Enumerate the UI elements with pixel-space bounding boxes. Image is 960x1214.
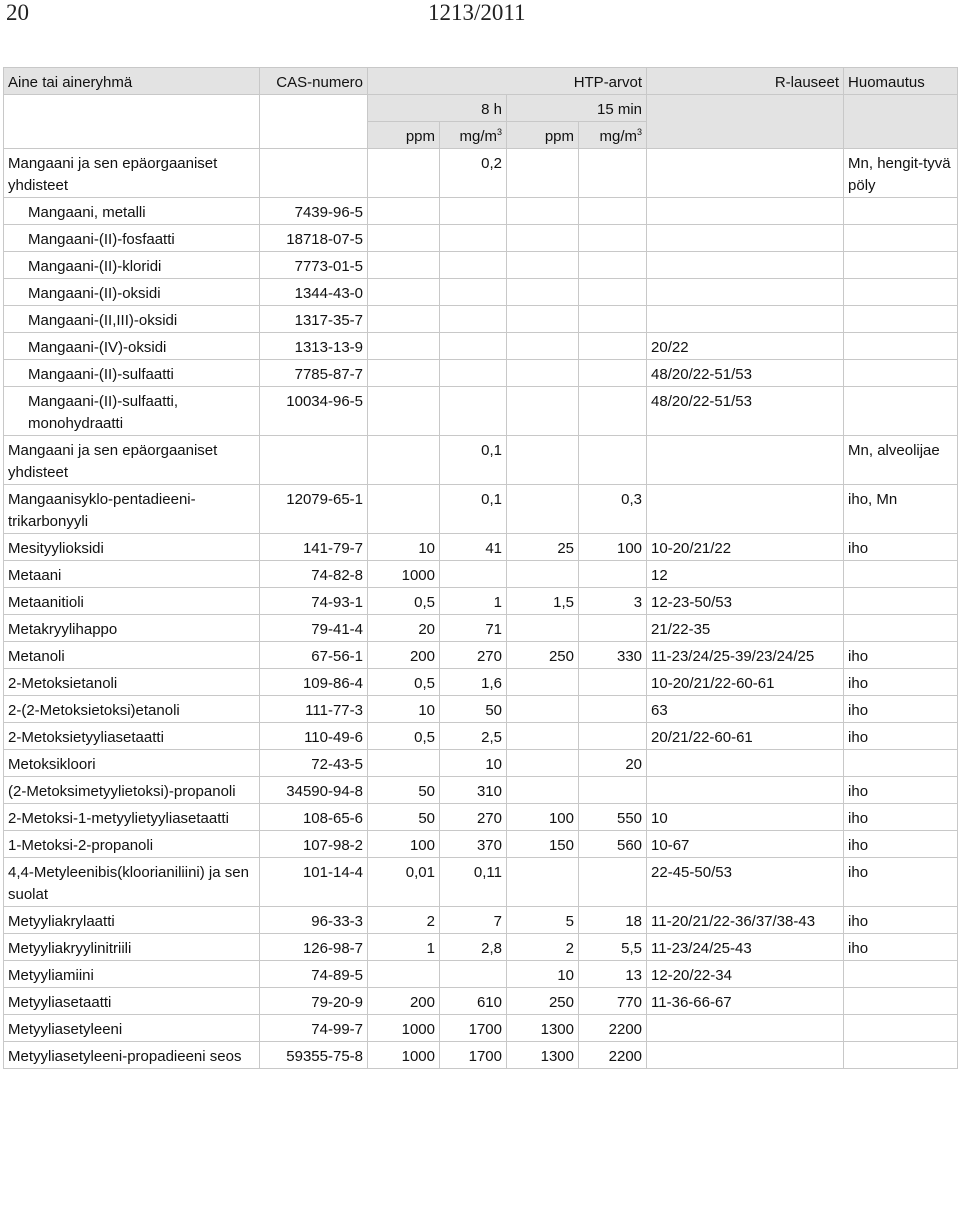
ppm-15min-cell: 1300 (507, 1015, 579, 1042)
cas-cell: 1317-35-7 (260, 306, 368, 333)
cas-cell: 12079-65-1 (260, 485, 368, 534)
ppm-8h-cell (368, 360, 440, 387)
r-phrase-cell: 11-36-66-67 (647, 988, 844, 1015)
ppm-15min-cell (507, 360, 579, 387)
mg-15min-cell: 20 (579, 750, 647, 777)
header-htp: HTP-arvot (368, 68, 647, 95)
remark-cell: Mn, hengit-tyvä pöly (844, 149, 958, 198)
ppm-15min-cell (507, 723, 579, 750)
remark-cell (844, 387, 958, 436)
substance-cell: Mangaani-(II)-oksidi (4, 279, 260, 306)
ppm-15min-cell (507, 561, 579, 588)
ppm-8h-cell: 10 (368, 696, 440, 723)
substance-cell: Mangaani-(II)-sulfaatti, monohydraatti (4, 387, 260, 436)
ppm-15min-cell (507, 225, 579, 252)
table-row (4, 225, 958, 252)
substance-cell: Metyyliasetyleeni-propadieeni seos (4, 1042, 260, 1069)
ppm-15min-cell (507, 750, 579, 777)
header-blank (4, 95, 260, 149)
mg-15min-cell (579, 696, 647, 723)
mg-15min-cell (579, 387, 647, 436)
cas-cell: 7439-96-5 (260, 198, 368, 225)
remark-cell (844, 360, 958, 387)
r-phrase-cell: 48/20/22-51/53 (647, 387, 844, 436)
cas-cell: 67-56-1 (260, 642, 368, 669)
mg-8h-cell: 0,1 (440, 436, 507, 485)
header-cas: CAS-numero (260, 68, 368, 95)
table-row (4, 696, 958, 723)
remark-cell (844, 1015, 958, 1042)
table-row (4, 1042, 958, 1069)
mg-8h-cell: 1,6 (440, 669, 507, 696)
substance-cell: 1-Metoksi-2-propanoli (4, 831, 260, 858)
mg-8h-cell: 370 (440, 831, 507, 858)
ppm-15min-cell: 25 (507, 534, 579, 561)
substance-cell: (2-Metoksimetyylietoksi)-propanoli (4, 777, 260, 804)
table-row (4, 615, 958, 642)
substance-cell: Metyyliakryylinitriili (4, 934, 260, 961)
ppm-8h-cell (368, 198, 440, 225)
r-phrase-cell: 21/22-35 (647, 615, 844, 642)
ppm-15min-cell (507, 149, 579, 198)
mg-8h-cell (440, 360, 507, 387)
r-phrase-cell: 22-45-50/53 (647, 858, 844, 907)
header-substance: Aine tai aineryhmä (4, 68, 260, 95)
ppm-15min-cell: 100 (507, 804, 579, 831)
mg-8h-cell (440, 252, 507, 279)
ppm-15min-cell (507, 485, 579, 534)
cas-cell: 108-65-6 (260, 804, 368, 831)
mg-15min-cell (579, 225, 647, 252)
ppm-15min-cell (507, 858, 579, 907)
mg-8h-cell: 1700 (440, 1042, 507, 1069)
ppm-8h-cell (368, 252, 440, 279)
mg-15min-cell (579, 252, 647, 279)
r-phrase-cell (647, 1015, 844, 1042)
r-phrase-cell: 12 (647, 561, 844, 588)
mg-8h-cell (440, 961, 507, 988)
substance-cell: Metakryylihappo (4, 615, 260, 642)
ppm-8h-cell (368, 485, 440, 534)
mg-15min-cell (579, 669, 647, 696)
r-phrase-cell: 20/22 (647, 333, 844, 360)
substance-cell: Metyyliamiini (4, 961, 260, 988)
mg-8h-cell: 1 (440, 588, 507, 615)
mg-8h-cell (440, 279, 507, 306)
mg-8h-cell: 270 (440, 642, 507, 669)
remark-cell (844, 988, 958, 1015)
mg-15min-cell (579, 198, 647, 225)
mg-15min-cell: 13 (579, 961, 647, 988)
mg-8h-cell: 2,5 (440, 723, 507, 750)
ppm-15min-cell: 1300 (507, 1042, 579, 1069)
mg-15min-cell (579, 777, 647, 804)
table-row (4, 988, 958, 1015)
r-phrase-cell (647, 225, 844, 252)
substance-cell: 2-Metoksi-1-metyylietyyliasetaatti (4, 804, 260, 831)
mg-15min-cell: 2200 (579, 1015, 647, 1042)
remark-cell (844, 333, 958, 360)
remark-cell (844, 750, 958, 777)
ppm-8h-cell (368, 961, 440, 988)
ppm-15min-cell: 1,5 (507, 588, 579, 615)
ppm-8h-cell: 0,5 (368, 669, 440, 696)
mg-15min-cell (579, 333, 647, 360)
ppm-15min-cell (507, 306, 579, 333)
cas-cell: 110-49-6 (260, 723, 368, 750)
r-phrase-cell (647, 485, 844, 534)
cas-cell: 1313-13-9 (260, 333, 368, 360)
ppm-15min-cell (507, 198, 579, 225)
substance-cell: Metyyliasetaatti (4, 988, 260, 1015)
ppm-15min-cell: 150 (507, 831, 579, 858)
substance-cell: Mangaani-(II)-fosfaatti (4, 225, 260, 252)
table-row (4, 306, 958, 333)
mg-15min-cell (579, 360, 647, 387)
table-row (4, 858, 958, 907)
table-row (4, 831, 958, 858)
ppm-15min-cell (507, 669, 579, 696)
cas-cell: 18718-07-5 (260, 225, 368, 252)
r-phrase-cell: 10-20/21/22 (647, 534, 844, 561)
header-ppm-15min: ppm (507, 122, 579, 149)
remark-cell: Mn, alveolijae (844, 436, 958, 485)
header-ppm-8h: ppm (368, 122, 440, 149)
cas-cell: 74-99-7 (260, 1015, 368, 1042)
remark-cell: iho (844, 777, 958, 804)
mg-15min-cell (579, 723, 647, 750)
htp-table (3, 67, 958, 1069)
mg-15min-cell (579, 306, 647, 333)
r-phrase-cell (647, 750, 844, 777)
ppm-8h-cell (368, 225, 440, 252)
ppm-8h-cell: 1000 (368, 561, 440, 588)
ppm-8h-cell: 0,01 (368, 858, 440, 907)
cas-cell: 126-98-7 (260, 934, 368, 961)
mg-15min-cell: 3 (579, 588, 647, 615)
r-phrase-cell: 11-23/24/25-39/23/24/25 (647, 642, 844, 669)
mg-8h-cell (440, 333, 507, 360)
remark-cell: iho (844, 934, 958, 961)
ppm-8h-cell (368, 279, 440, 306)
cas-cell: 79-41-4 (260, 615, 368, 642)
ppm-8h-cell: 10 (368, 534, 440, 561)
ppm-8h-cell: 50 (368, 804, 440, 831)
table-row (4, 485, 958, 534)
mg-8h-cell: 10 (440, 750, 507, 777)
ppm-15min-cell: 10 (507, 961, 579, 988)
cas-cell: 10034-96-5 (260, 387, 368, 436)
mg-15min-cell: 560 (579, 831, 647, 858)
substance-cell: Metyyliakrylaatti (4, 907, 260, 934)
substance-cell: Mangaanisyklo-pentadieeni-trikarbonyyli (4, 485, 260, 534)
remark-cell (844, 561, 958, 588)
table-row (4, 561, 958, 588)
mg-8h-cell: 270 (440, 804, 507, 831)
ppm-15min-cell (507, 615, 579, 642)
substance-cell: Mangaani-(II)-sulfaatti (4, 360, 260, 387)
cas-cell: 34590-94-8 (260, 777, 368, 804)
r-phrase-cell (647, 198, 844, 225)
substance-cell: Mangaani ja sen epäorgaaniset yhdisteet (4, 436, 260, 485)
mg-8h-cell: 41 (440, 534, 507, 561)
table-row (4, 777, 958, 804)
mg-15min-cell: 2200 (579, 1042, 647, 1069)
header-r-phrases: R-lauseet (647, 68, 844, 95)
ppm-8h-cell: 1 (368, 934, 440, 961)
remark-cell: iho (844, 669, 958, 696)
cas-cell: 72-43-5 (260, 750, 368, 777)
r-phrase-cell: 10 (647, 804, 844, 831)
table-row (4, 804, 958, 831)
r-phrase-cell: 11-20/21/22-36/37/38-43 (647, 907, 844, 934)
cas-cell: 79-20-9 (260, 988, 368, 1015)
mg-8h-cell (440, 198, 507, 225)
ppm-15min-cell (507, 777, 579, 804)
r-phrase-cell (647, 777, 844, 804)
cas-cell: 101-14-4 (260, 858, 368, 907)
r-phrase-cell: 12-20/22-34 (647, 961, 844, 988)
r-phrase-cell: 10-67 (647, 831, 844, 858)
remark-cell (844, 225, 958, 252)
remark-cell (844, 198, 958, 225)
remark-cell: iho (844, 804, 958, 831)
mg-15min-cell: 18 (579, 907, 647, 934)
ppm-8h-cell: 1000 (368, 1015, 440, 1042)
substance-cell: Mangaani ja sen epäorgaaniset yhdisteet (4, 149, 260, 198)
mg-8h-cell: 1700 (440, 1015, 507, 1042)
ppm-8h-cell: 0,5 (368, 723, 440, 750)
substance-cell: Metaanitioli (4, 588, 260, 615)
substance-cell: Metyyliasetyleeni (4, 1015, 260, 1042)
remark-cell: iho (844, 696, 958, 723)
table-row (4, 669, 958, 696)
mg-8h-cell (440, 561, 507, 588)
substance-cell: Metaani (4, 561, 260, 588)
remark-cell: iho, Mn (844, 485, 958, 534)
remark-cell: iho (844, 858, 958, 907)
remark-cell (844, 279, 958, 306)
page-reference: 1213/2011 (428, 0, 526, 25)
table-row (4, 198, 958, 225)
mg-8h-cell: 310 (440, 777, 507, 804)
ppm-8h-cell: 0,5 (368, 588, 440, 615)
ppm-8h-cell: 200 (368, 988, 440, 1015)
substance-cell: 2-(2-Metoksietoksi)etanoli (4, 696, 260, 723)
mg-15min-cell (579, 436, 647, 485)
mg-15min-cell (579, 858, 647, 907)
table-row (4, 934, 958, 961)
table-row (4, 149, 958, 198)
mg-15min-cell (579, 615, 647, 642)
ppm-15min-cell (507, 333, 579, 360)
remark-cell (844, 1042, 958, 1069)
mg-15min-cell (579, 279, 647, 306)
substance-cell: Mangaani-(II)-kloridi (4, 252, 260, 279)
mg-8h-cell (440, 306, 507, 333)
mg-8h-cell: 7 (440, 907, 507, 934)
ppm-8h-cell: 200 (368, 642, 440, 669)
ppm-15min-cell: 5 (507, 907, 579, 934)
ppm-15min-cell (507, 436, 579, 485)
remark-cell (844, 615, 958, 642)
header-mg-15min: $mg/m^3$ (579, 122, 647, 149)
table-row (4, 907, 958, 934)
ppm-8h-cell: 50 (368, 777, 440, 804)
ppm-15min-cell: 2 (507, 934, 579, 961)
r-phrase-cell (647, 1042, 844, 1069)
cas-cell: 96-33-3 (260, 907, 368, 934)
remark-cell: iho (844, 534, 958, 561)
mg-8h-cell: 2,8 (440, 934, 507, 961)
ppm-8h-cell: 20 (368, 615, 440, 642)
remark-cell: iho (844, 831, 958, 858)
substance-cell: Mangaani, metalli (4, 198, 260, 225)
header-row-1 (4, 68, 958, 95)
r-phrase-cell: 12-23-50/53 (647, 588, 844, 615)
table-row (4, 387, 958, 436)
ppm-15min-cell: 250 (507, 988, 579, 1015)
ppm-8h-cell: 100 (368, 831, 440, 858)
table-row (4, 252, 958, 279)
table-row (4, 360, 958, 387)
cas-cell: 111-77-3 (260, 696, 368, 723)
cas-cell: 141-79-7 (260, 534, 368, 561)
r-phrase-cell: 11-23/24/25-43 (647, 934, 844, 961)
mg-15min-cell (579, 149, 647, 198)
substance-cell: Mesityylioksidi (4, 534, 260, 561)
ppm-15min-cell (507, 252, 579, 279)
header-period-15min: 15 min (507, 95, 647, 122)
mg-8h-cell: 0,2 (440, 149, 507, 198)
r-phrase-cell (647, 279, 844, 306)
r-phrase-cell: 63 (647, 696, 844, 723)
mg-8h-cell: 0,1 (440, 485, 507, 534)
ppm-8h-cell: 2 (368, 907, 440, 934)
header-period-8h: 8 h (368, 95, 507, 122)
mg-8h-cell: 71 (440, 615, 507, 642)
table-row (4, 588, 958, 615)
substance-cell: Mangaani-(II,III)-oksidi (4, 306, 260, 333)
mg-15min-cell: 0,3 (579, 485, 647, 534)
table-row (4, 279, 958, 306)
remark-cell (844, 961, 958, 988)
cas-cell: 7785-87-7 (260, 360, 368, 387)
ppm-8h-cell (368, 149, 440, 198)
r-phrase-cell (647, 252, 844, 279)
page-header (0, 0, 960, 40)
mg-8h-cell (440, 225, 507, 252)
substance-cell: 2-Metoksietanoli (4, 669, 260, 696)
substance-cell: 2-Metoksietyyliasetaatti (4, 723, 260, 750)
ppm-15min-cell (507, 279, 579, 306)
mg-15min-cell: 550 (579, 804, 647, 831)
substance-cell: 4,4-Metyleenibis(kloorianiliini) ja sen suolat (4, 858, 260, 907)
ppm-8h-cell (368, 333, 440, 360)
remark-cell: iho (844, 642, 958, 669)
table-row (4, 534, 958, 561)
header-blank (260, 95, 368, 149)
cas-cell (260, 149, 368, 198)
mg-8h-cell: 0,11 (440, 858, 507, 907)
ppm-8h-cell (368, 436, 440, 485)
substance-cell: Metanoli (4, 642, 260, 669)
table-row (4, 961, 958, 988)
cas-cell: 74-93-1 (260, 588, 368, 615)
header-blank (647, 95, 844, 149)
r-phrase-cell: 20/21/22-60-61 (647, 723, 844, 750)
r-phrase-cell: 48/20/22-51/53 (647, 360, 844, 387)
ppm-8h-cell (368, 306, 440, 333)
cas-cell (260, 436, 368, 485)
mg-8h-cell (440, 387, 507, 436)
remark-cell: iho (844, 907, 958, 934)
substance-cell: Metoksikloori (4, 750, 260, 777)
cas-cell: 74-82-8 (260, 561, 368, 588)
mg-15min-cell (579, 561, 647, 588)
ppm-15min-cell: 250 (507, 642, 579, 669)
cas-cell: 59355-75-8 (260, 1042, 368, 1069)
r-phrase-cell: 10-20/21/22-60-61 (647, 669, 844, 696)
page-number: 20 (6, 0, 29, 25)
substance-cell: Mangaani-(IV)-oksidi (4, 333, 260, 360)
mg-8h-cell: 50 (440, 696, 507, 723)
cas-cell: 107-98-2 (260, 831, 368, 858)
remark-cell (844, 306, 958, 333)
mg-15min-cell: 5,5 (579, 934, 647, 961)
mg-8h-cell: 610 (440, 988, 507, 1015)
r-phrase-cell (647, 306, 844, 333)
table-row (4, 723, 958, 750)
table-row (4, 750, 958, 777)
cas-cell: 1344-43-0 (260, 279, 368, 306)
r-phrase-cell (647, 149, 844, 198)
ppm-8h-cell: 1000 (368, 1042, 440, 1069)
table-row (4, 436, 958, 485)
r-phrase-cell (647, 436, 844, 485)
cas-cell: 7773-01-5 (260, 252, 368, 279)
cas-cell: 109-86-4 (260, 669, 368, 696)
remark-cell (844, 252, 958, 279)
remark-cell: iho (844, 723, 958, 750)
table-row (4, 642, 958, 669)
header-row-2 (4, 95, 958, 122)
table-row (4, 1015, 958, 1042)
header-blank (844, 95, 958, 149)
ppm-8h-cell (368, 387, 440, 436)
header-remark: Huomautus (844, 68, 958, 95)
ppm-15min-cell (507, 696, 579, 723)
mg-15min-cell: 330 (579, 642, 647, 669)
cas-cell: 74-89-5 (260, 961, 368, 988)
mg-15min-cell: 770 (579, 988, 647, 1015)
remark-cell (844, 588, 958, 615)
mg-15min-cell: 100 (579, 534, 647, 561)
ppm-8h-cell (368, 750, 440, 777)
header-mg-8h: $mg/m^3$ (440, 122, 507, 149)
table-row (4, 333, 958, 360)
ppm-15min-cell (507, 387, 579, 436)
